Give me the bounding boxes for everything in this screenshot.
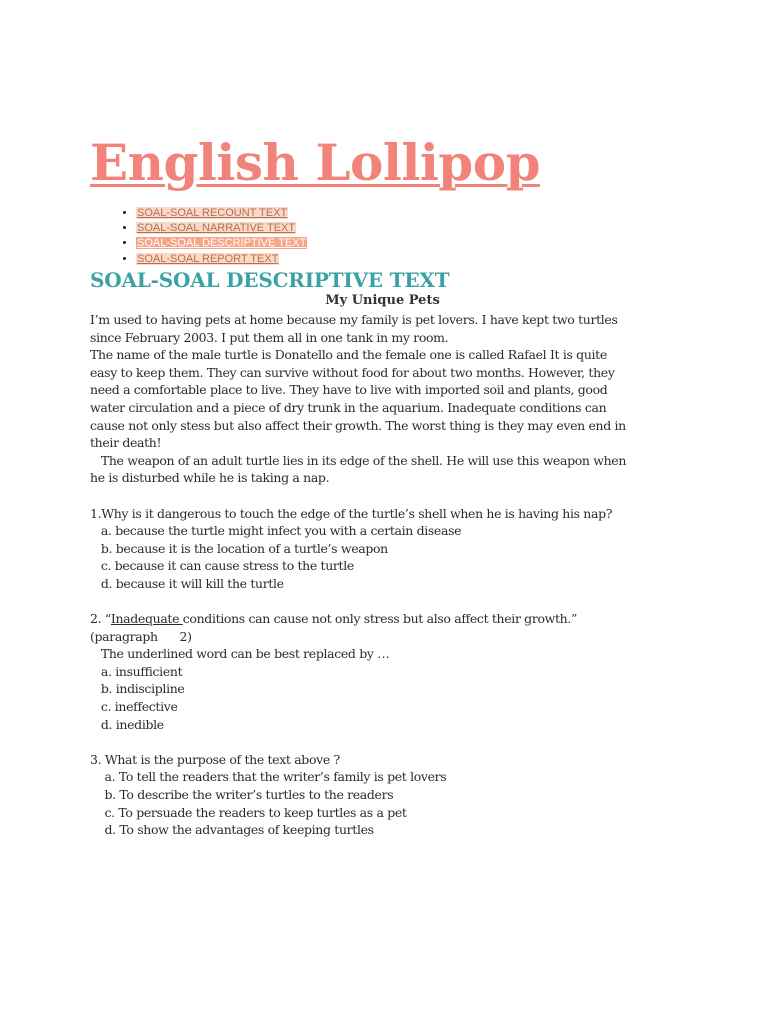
question-3-option-b: b. To describe the writer’s turtles to the readers — [90, 787, 394, 803]
paragraph-line: The name of the male turtle is Donatello and the female one is called Rafael It is quite — [90, 347, 607, 363]
question-2-option-b: b. indiscipline — [90, 681, 185, 697]
post-body — [90, 311, 690, 839]
nav-link-recount[interactable]: SOAL-SOAL RECOUNT TEXT — [137, 207, 288, 219]
paragraph-line: easy to keep them. They can survive without food for about two months. However, they — [90, 364, 615, 380]
nav-link-descriptive[interactable]: SOAL-SOAL DESCRIPTIVE TEXT — [137, 237, 307, 250]
question-2-prompt: The underlined word can be best replaced by … — [90, 646, 390, 662]
nav-item-recount — [136, 206, 307, 221]
question-2-rest: conditions can cause not only stress but also affect their growth.” — [182, 611, 578, 627]
nav-list — [90, 206, 307, 267]
paragraph-line: since February 2003. I put them all in one tank in my room. — [90, 329, 449, 345]
paragraph-line: I’m used to having pets at home because my family is pet lovers. I have kept two turtles — [90, 312, 618, 327]
question-3: 3. What is the purpose of the text above ? — [90, 751, 340, 767]
underlined-word: Inadequate — [110, 611, 183, 627]
question-3-option-d: d. To show the advantages of keeping turtles — [90, 822, 374, 838]
paragraph-line: need a comfortable place to live. They have to live with imported soil and plants, good — [90, 382, 608, 398]
question-1: 1.Why is it dangerous to touch the edge of the turtle’s shell when he is having his nap? — [90, 505, 613, 521]
question-2-option-d: d. inedible — [90, 716, 164, 732]
question-2-prefix: 2. “ — [90, 611, 111, 627]
question-1-option-b: b. because it is the location of a turtle’s weapon — [90, 540, 388, 556]
article-title: My Unique Pets — [325, 293, 440, 308]
nav-link-report[interactable]: SOAL-SOAL REPORT TEXT — [137, 252, 279, 265]
nav-item-descriptive — [136, 236, 307, 251]
question-2-paragraph-ref: (paragraph 2) — [90, 628, 192, 644]
paragraph-line: water circulation and a piece of dry trunk in the aquarium. Inadequate conditions can — [90, 399, 607, 415]
question-1-option-a: a. because the turtle might infect you with a certain disease — [90, 523, 462, 539]
paragraph-line: cause not only stess but also affect their growth. The worst thing is they may even end in — [90, 417, 626, 433]
question-1-option-c: c. because it can cause stress to the turtle — [90, 558, 354, 574]
question-3-option-c: c. To persuade the readers to keep turtles as a pet — [90, 804, 407, 820]
nav-link-narrative[interactable]: SOAL-SOAL NARRATIVE TEXT — [137, 222, 296, 235]
nav-item-report — [136, 252, 307, 267]
question-3-option-a: a. To tell the readers that the writer’s family is pet lovers — [90, 769, 447, 785]
paragraph-line: he is disturbed while he is taking a nap. — [90, 470, 330, 486]
question-2 — [90, 610, 690, 628]
paragraph-line: The weapon of an adult turtle lies in its edge of the shell. He will use this weapon when — [90, 452, 627, 468]
nav-item-narrative — [136, 221, 307, 236]
post-title: SOAL-SOAL DESCRIPTIVE TEXT — [90, 268, 450, 292]
paragraph-line: their death! — [90, 435, 162, 451]
question-2-option-a: a. insufficient — [90, 663, 183, 679]
question-2-option-c: c. ineffective — [90, 699, 178, 715]
question-1-option-d: d. because it will kill the turtle — [90, 575, 284, 591]
blog-title[interactable]: English Lollipop — [90, 133, 541, 192]
